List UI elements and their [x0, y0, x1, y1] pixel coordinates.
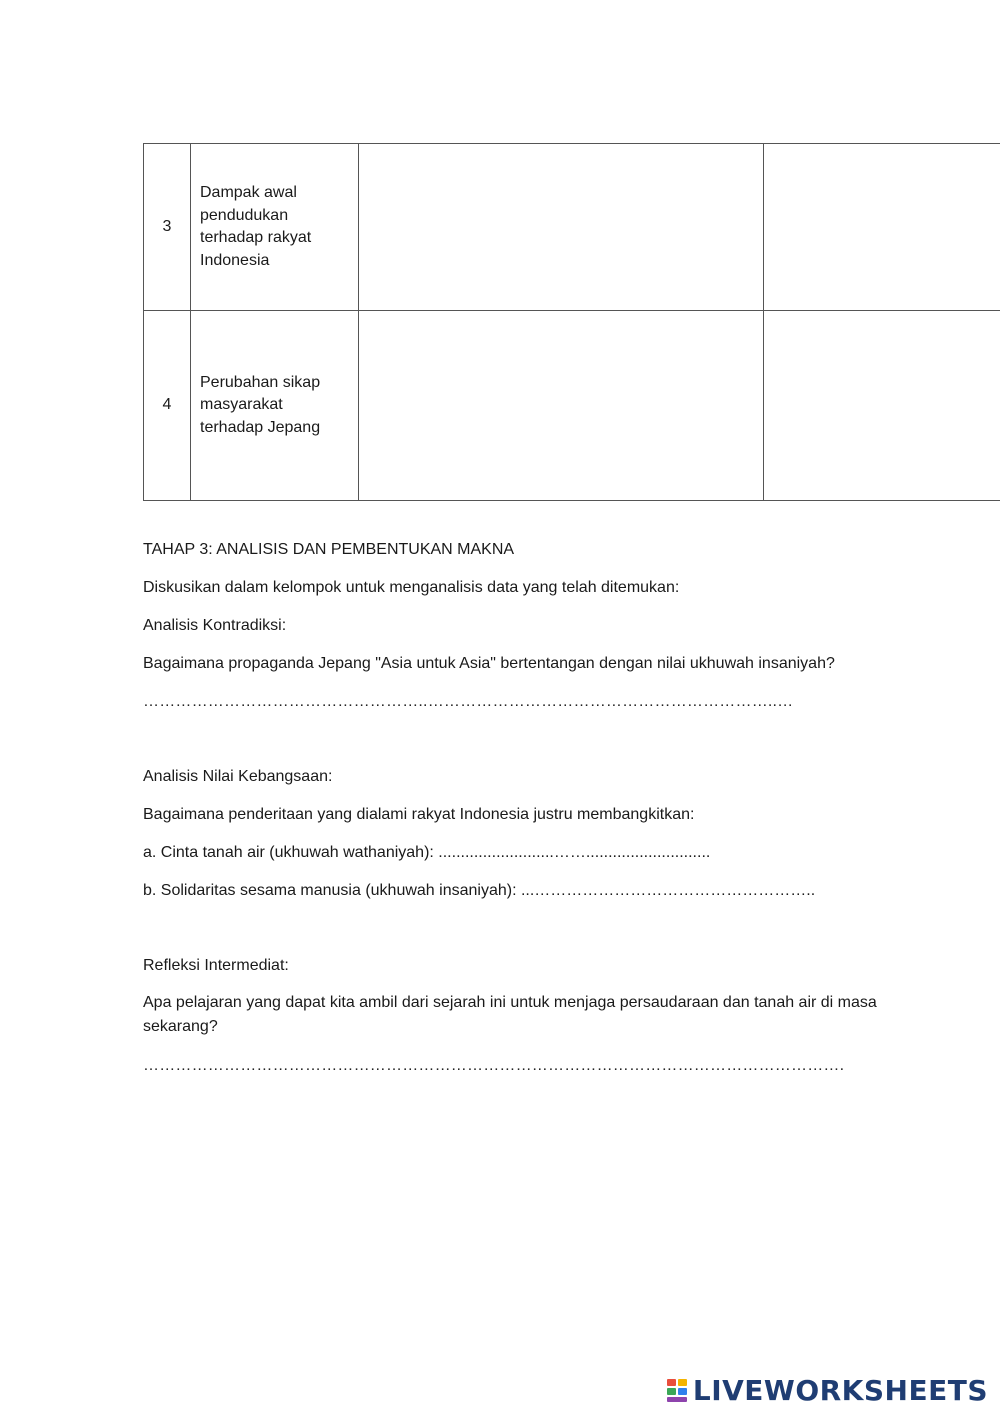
- reflection-label: Refleksi Intermediat:: [143, 957, 289, 974]
- national-values-item-b[interactable]: b. Solidaritas sesama manusia (ukhuwah insaniyah): ...……………………………………………..: [143, 882, 816, 899]
- liveworksheets-logo-icon: [667, 1379, 689, 1403]
- row-number: 4: [144, 311, 191, 501]
- table-row: [144, 144, 1000, 311]
- row-aspect-text: Perubahan sikap masyarakat terhadap Jepang: [200, 373, 321, 436]
- data-table: [143, 143, 1000, 501]
- contradiction-question: Bagaimana propaganda Jepang "Asia untuk Asia" bertentangan dengan nilai ukhuwah insaniyah?: [143, 655, 835, 672]
- instruction-text: Diskusikan dalam kelompok untuk menganalisis data yang telah ditemukan:: [143, 579, 680, 596]
- row-aspect: [191, 144, 359, 311]
- answer-cell[interactable]: [359, 144, 764, 311]
- national-values-question: Bagaimana penderitaan yang dialami rakyat Indonesia justru membangkitkan:: [143, 806, 695, 823]
- answer-cell[interactable]: [764, 311, 1000, 501]
- contradiction-answer-line[interactable]: ……………………………………………..………………………………………………………..…: [143, 693, 794, 710]
- answer-cell[interactable]: [359, 311, 764, 501]
- liveworksheets-brand: [667, 1376, 988, 1406]
- reflection-answer-line[interactable]: ………………………………………………………………………………………………………………….: [143, 1057, 845, 1074]
- table-row: [144, 311, 1000, 501]
- brand-name: LIVEWORKSHEETS: [692, 1374, 988, 1407]
- row-aspect-text: Dampak awal pendudukan terhadap rakyat Indonesia: [200, 184, 312, 269]
- national-values-item-a[interactable]: a. Cinta tanah air (ukhuwah wathaniyah): ..........................……............................: [143, 844, 711, 861]
- section-heading: TAHAP 3: ANALISIS DAN PEMBENTUKAN MAKNA: [143, 541, 515, 558]
- row-number: 3: [144, 144, 191, 311]
- answer-cell[interactable]: [764, 144, 1000, 311]
- national-values-label: Analisis Nilai Kebangsaan:: [143, 768, 333, 785]
- row-aspect: [191, 311, 359, 501]
- contradiction-label: Analisis Kontradiksi:: [143, 617, 287, 634]
- reflection-question: Apa pelajaran yang dapat kita ambil dari sejarah ini untuk menjaga persaudaraan dan tanah air di masa sekarang?: [143, 994, 877, 1035]
